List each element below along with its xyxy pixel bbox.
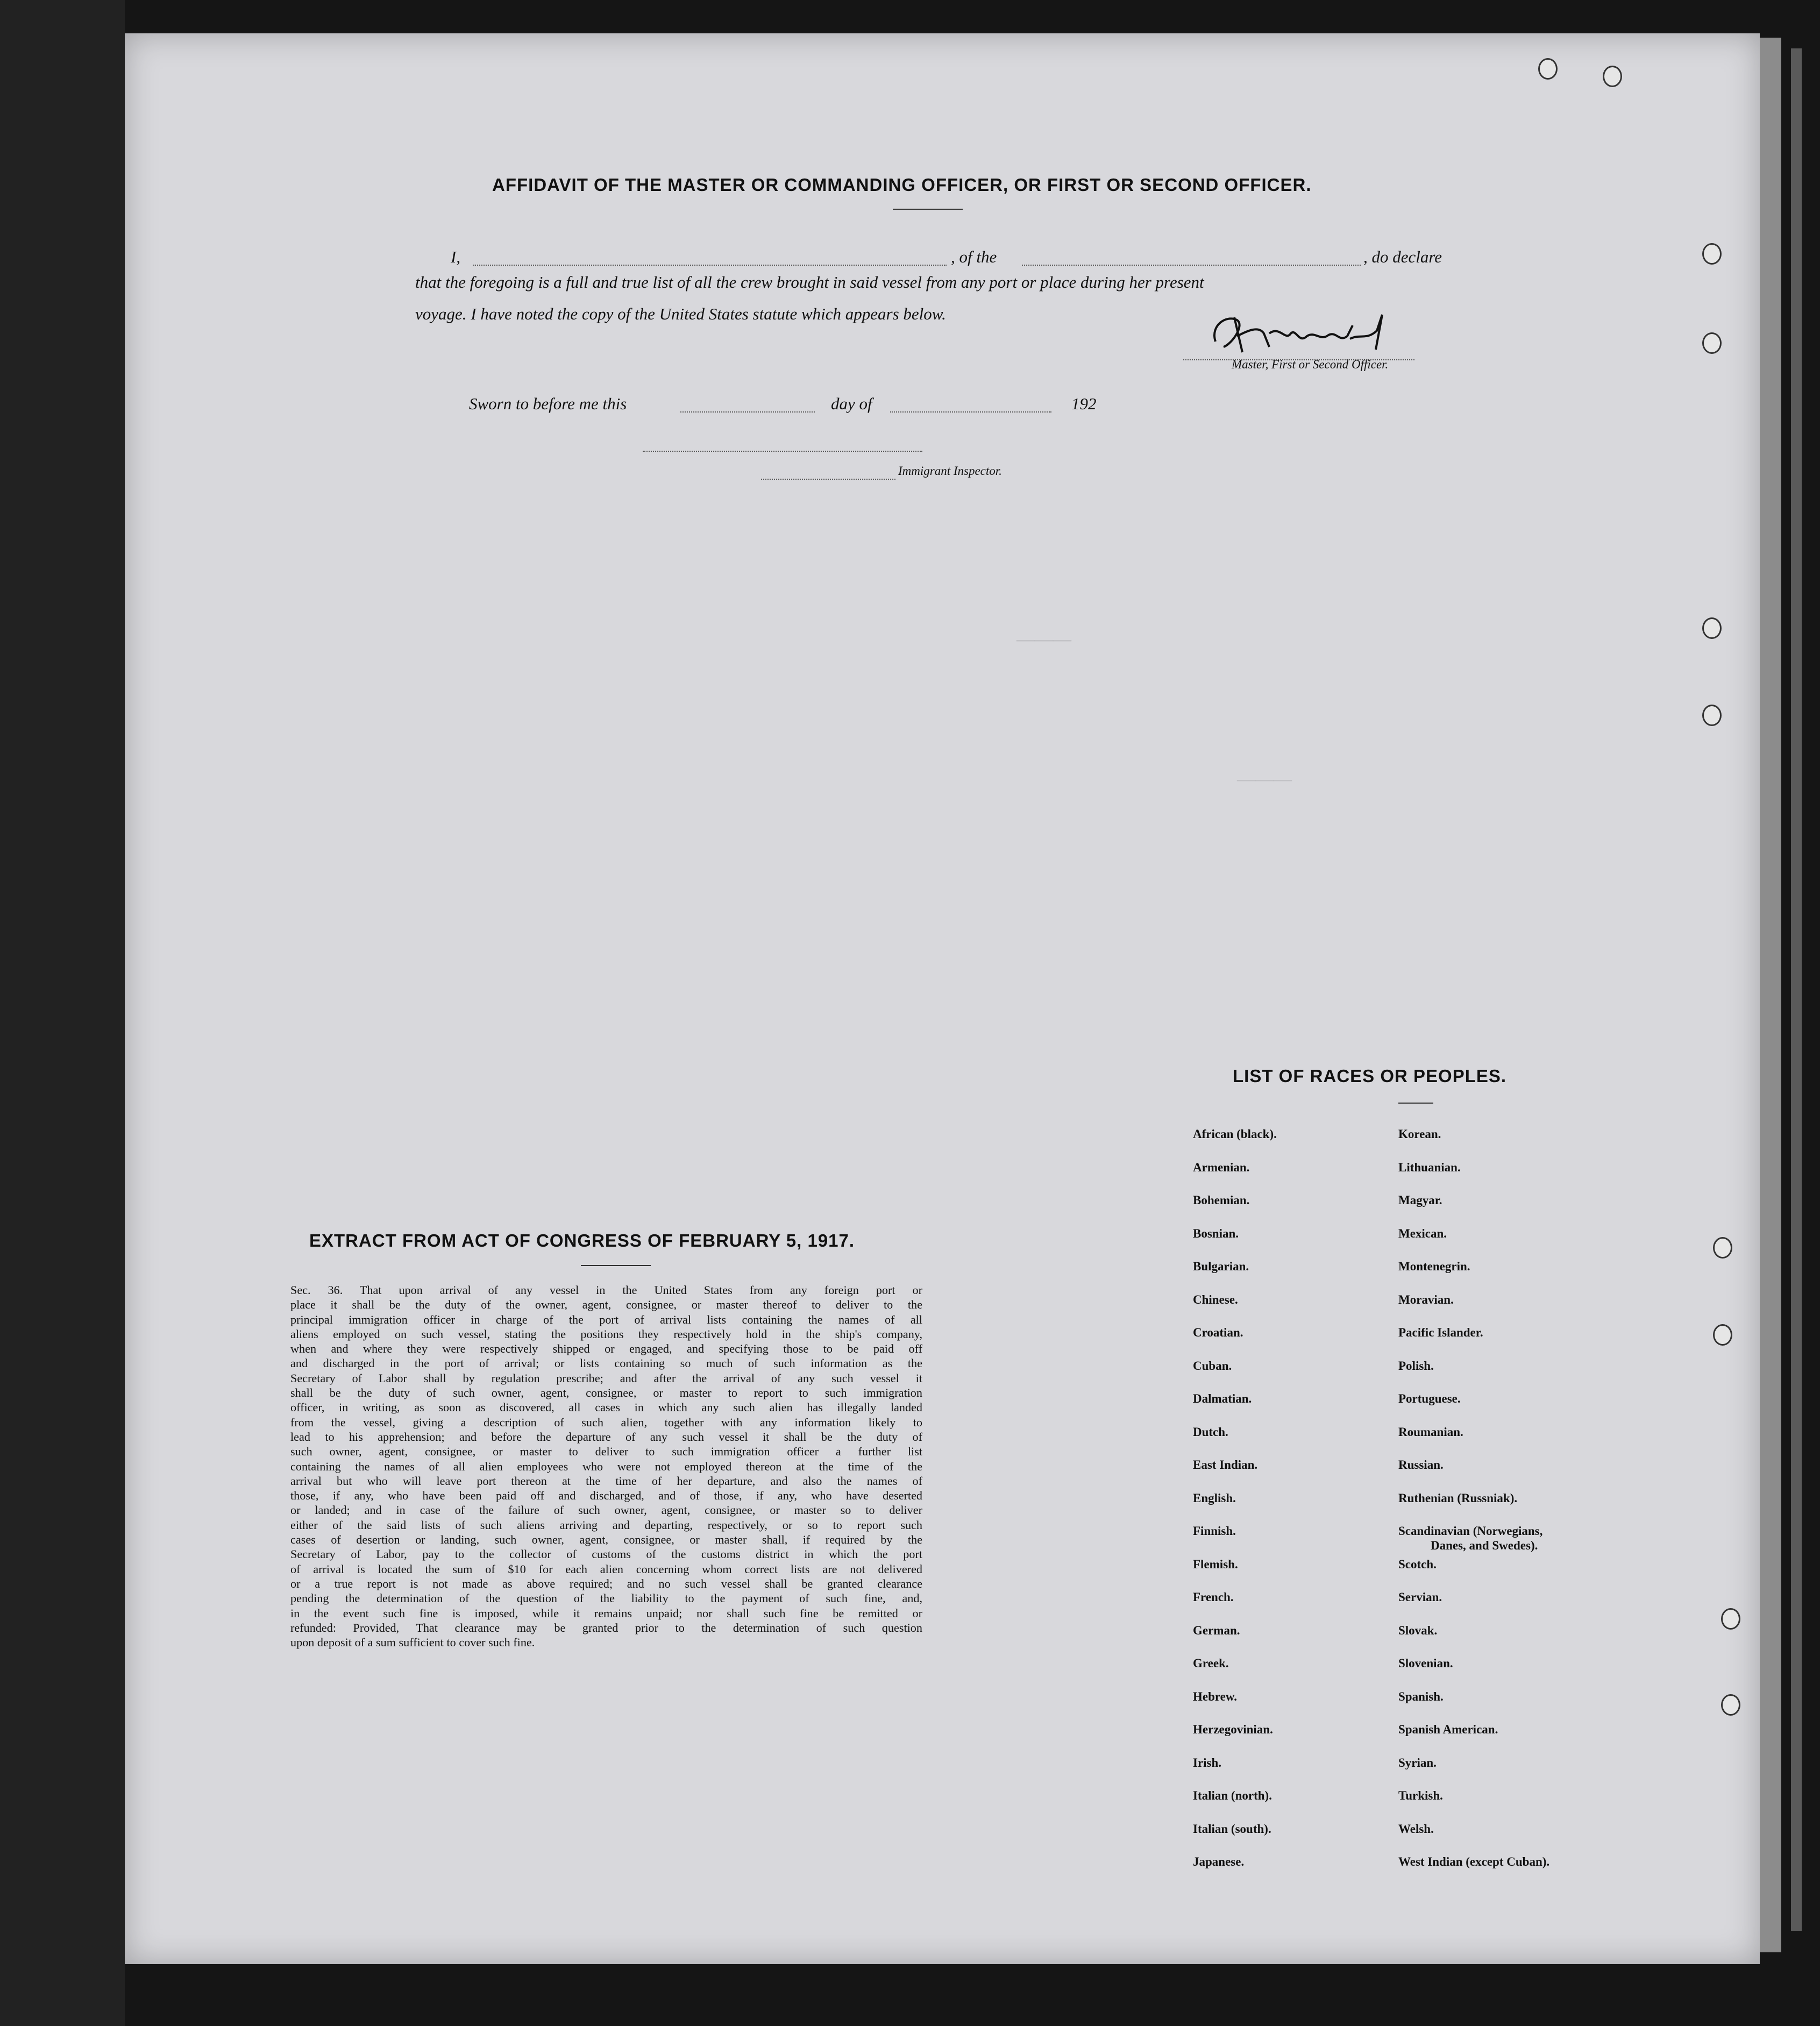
race-item: Japanese. — [1193, 1855, 1245, 1868]
binder-hole-icon — [1713, 1324, 1732, 1346]
race-item: Syrian. — [1398, 1755, 1437, 1769]
race-item: Italian (north). — [1193, 1789, 1272, 1802]
race-item: Cuban. — [1193, 1359, 1232, 1373]
race-item: Dutch. — [1193, 1425, 1228, 1439]
race-item: Croatian. — [1193, 1326, 1243, 1339]
sworn-month-blank — [890, 411, 1051, 413]
race-item: Bulgarian. — [1193, 1260, 1249, 1273]
affidavit-heading-rule — [893, 209, 963, 210]
race-item: Finnish. — [1193, 1524, 1236, 1538]
year-prefix: 192 — [1071, 394, 1097, 413]
inspector-blank-1 — [643, 451, 922, 452]
race-item: Italian (south). — [1193, 1822, 1271, 1836]
race-item: Scotch. — [1398, 1557, 1437, 1571]
race-item: Magyar. — [1398, 1193, 1442, 1207]
race-item: English. — [1193, 1491, 1236, 1505]
race-item: Moravian. — [1398, 1292, 1454, 1306]
extract-line: lead to his apprehension; and before the departure of any such vessel it shall be the duty of — [290, 1430, 922, 1444]
extract-heading: EXTRACT FROM ACT OF CONGRESS OF FEBRUARY 5, 1917. — [309, 1231, 855, 1250]
race-item: African (black). — [1193, 1127, 1277, 1141]
extract-heading-rule — [581, 1265, 651, 1266]
extract-line: or a true report is not made as above required; and no such vessel shall be granted clearance — [290, 1576, 922, 1590]
extract-line: refunded: Provided, That clearance may be granted prior to the determination of such question — [290, 1620, 922, 1634]
races-heading: LIST OF RACES OR PEOPLES. — [1233, 1066, 1507, 1086]
race-item: Spanish American. — [1398, 1723, 1498, 1736]
race-item: East Indian. — [1193, 1458, 1258, 1471]
inspector-caption: Immigrant Inspector. — [898, 464, 1002, 478]
binder-hole-icon — [1702, 332, 1722, 354]
extract-line: aliens employed on such vessel, stating the positions they respectively hold in the ship's company, — [290, 1327, 922, 1341]
extract-line: officer, in writing, as soon as discovered, all cases in which any such alien has illegally landed — [290, 1401, 922, 1414]
race-item: Turkish. — [1398, 1789, 1443, 1802]
extract-line: shall be the duty of such owner, agent, consignee, or master to report to such immigration — [290, 1386, 922, 1400]
extract-body — [290, 1283, 922, 1650]
sworn-label: Sworn to before me this — [469, 394, 627, 413]
race-item: Spanish. — [1398, 1689, 1444, 1703]
race-item: Welsh. — [1398, 1822, 1434, 1836]
inspector-blank-2 — [761, 479, 895, 480]
race-item: French. — [1193, 1590, 1234, 1604]
extract-line: of arrival is located the sum of $10 for each alien concerning whom correct lists are not delivered — [290, 1562, 922, 1576]
race-item: Dalmatian. — [1193, 1392, 1252, 1405]
day-of-label: day of — [831, 394, 872, 413]
extract-line: in the event such fine is imposed, while it remains unpaid; nor shall such fine be remitted or — [290, 1606, 922, 1620]
extract-line: containing the names of all alien employees who were not employed thereon at the time of the — [290, 1459, 922, 1473]
signature-mark — [1205, 304, 1409, 363]
extract-line: from the vessel, giving a description of such alien, together with any information likely to — [290, 1415, 922, 1429]
race-item: Roumanian. — [1398, 1425, 1463, 1439]
scan-right-edge — [1760, 38, 1781, 1952]
race-item: German. — [1193, 1623, 1240, 1637]
race-item: Pacific Islander. — [1398, 1326, 1483, 1339]
extract-line: Secretary of Labor shall by regulation prescribe; and after the arrival of any such vessel it — [290, 1371, 922, 1385]
race-item: Slovak. — [1398, 1623, 1438, 1637]
scan-right-edge-dark — [1791, 48, 1802, 1931]
binder-hole-icon — [1603, 66, 1622, 87]
race-item: Russian. — [1398, 1458, 1444, 1471]
race-item: Bohemian. — [1193, 1193, 1250, 1207]
extract-line: Sec. 36. That upon arrival of any vessel in the United States from any foreign port or — [290, 1283, 922, 1297]
binder-hole-icon — [1702, 705, 1722, 726]
extract-line: when and where they were respectively shipped or engaged, and specifying those to be paid off — [290, 1342, 922, 1356]
race-item: Flemish. — [1193, 1557, 1238, 1571]
race-item: Servian. — [1398, 1590, 1442, 1604]
extract-line: principal immigration officer in charge of the port of arrival lists containing the names of all — [290, 1312, 922, 1326]
affidavit-of-the: , of the — [951, 247, 997, 266]
race-item: Lithuanian. — [1398, 1160, 1461, 1174]
race-item: Bosnian. — [1193, 1226, 1239, 1240]
race-item: Hebrew. — [1193, 1689, 1237, 1703]
extract-line: upon deposit of a sum sufficient to cover such fine. — [290, 1636, 535, 1650]
affidavit-heading: AFFIDAVIT OF THE MASTER OR COMMANDING OFFICER, OR FIRST OR SECOND OFFICER. — [492, 175, 1312, 195]
extract-line: place it shall be the duty of the owner, agent, consignee, or master thereof to deliver to the — [290, 1298, 922, 1312]
binder-hole-icon — [1713, 1237, 1732, 1259]
extract-line: and discharged in the port of arrival; or lists containing so much of such information as the — [290, 1356, 922, 1370]
race-item: Irish. — [1193, 1755, 1222, 1769]
race-item: Mexican. — [1398, 1226, 1447, 1240]
race-item: Ruthenian (Russniak). — [1398, 1491, 1518, 1505]
extract-line: pending the determination of the question of the liability to the payment of such fine, and, — [290, 1591, 922, 1605]
race-item: Portuguese. — [1398, 1392, 1461, 1405]
binder-hole-icon — [1721, 1608, 1740, 1630]
race-item: Danes, and Swedes). — [1431, 1539, 1538, 1552]
extract-line: those, if any, who have been paid off and discharged, and of those, if any, who have deserted — [290, 1489, 922, 1503]
bleed-through-mark: ——— — [1016, 629, 1071, 649]
scan-left-border — [0, 0, 125, 2026]
name-blank — [473, 265, 947, 266]
binder-hole-icon — [1721, 1694, 1740, 1716]
race-item: Slovenian. — [1398, 1657, 1453, 1670]
binder-hole-icon — [1702, 243, 1722, 265]
race-item: Chinese. — [1193, 1292, 1238, 1306]
race-item: Korean. — [1398, 1127, 1441, 1141]
extract-line: either of the said lists of such aliens arriving and departing, respectively, or so to report such — [290, 1518, 922, 1532]
race-item: Greek. — [1193, 1657, 1229, 1670]
race-item: West Indian (except Cuban). — [1398, 1855, 1550, 1868]
extract-line: cases of desertion or landing, such owner, agent, consignee, or master shall, if required by the — [290, 1533, 922, 1547]
affidavit-line-2: that the foregoing is a full and true list of all the crew brought in said vessel from any port or place during her present — [415, 273, 1204, 292]
race-item: Montenegrin. — [1398, 1260, 1470, 1273]
affidavit-line-3: voyage. I have noted the copy of the United States statute which appears below. — [415, 304, 946, 323]
races-heading-rule — [1398, 1103, 1433, 1104]
extract-line: such owner, agent, consignee, or master to deliver to such immigration officer a further list — [290, 1445, 922, 1459]
vessel-blank — [1022, 265, 1361, 266]
bleed-through-mark: ——— — [1237, 769, 1292, 789]
binder-hole-icon — [1538, 58, 1558, 80]
race-item: Scandinavian (Norwegians, — [1398, 1524, 1543, 1538]
extract-line: arrival but who will leave port thereon at the time of her departure, and also the names of — [290, 1474, 922, 1488]
race-item: Polish. — [1398, 1359, 1434, 1373]
race-item: Herzegovinian. — [1193, 1723, 1273, 1736]
signature-caption: Master, First or Second Officer. — [1232, 358, 1389, 371]
affidavit-do-declare: , do declare — [1363, 247, 1442, 266]
extract-line: or landed; and in case of the failure of such owner, agent, consignee, or master so to deliver — [290, 1503, 922, 1517]
sworn-day-blank — [680, 411, 815, 413]
extract-line: Secretary of Labor, pay to the collector of customs of the customs district in which the port — [290, 1547, 922, 1561]
binder-hole-icon — [1702, 617, 1722, 639]
race-item: Armenian. — [1193, 1160, 1250, 1174]
affidavit-i-label: I, — [451, 247, 461, 266]
